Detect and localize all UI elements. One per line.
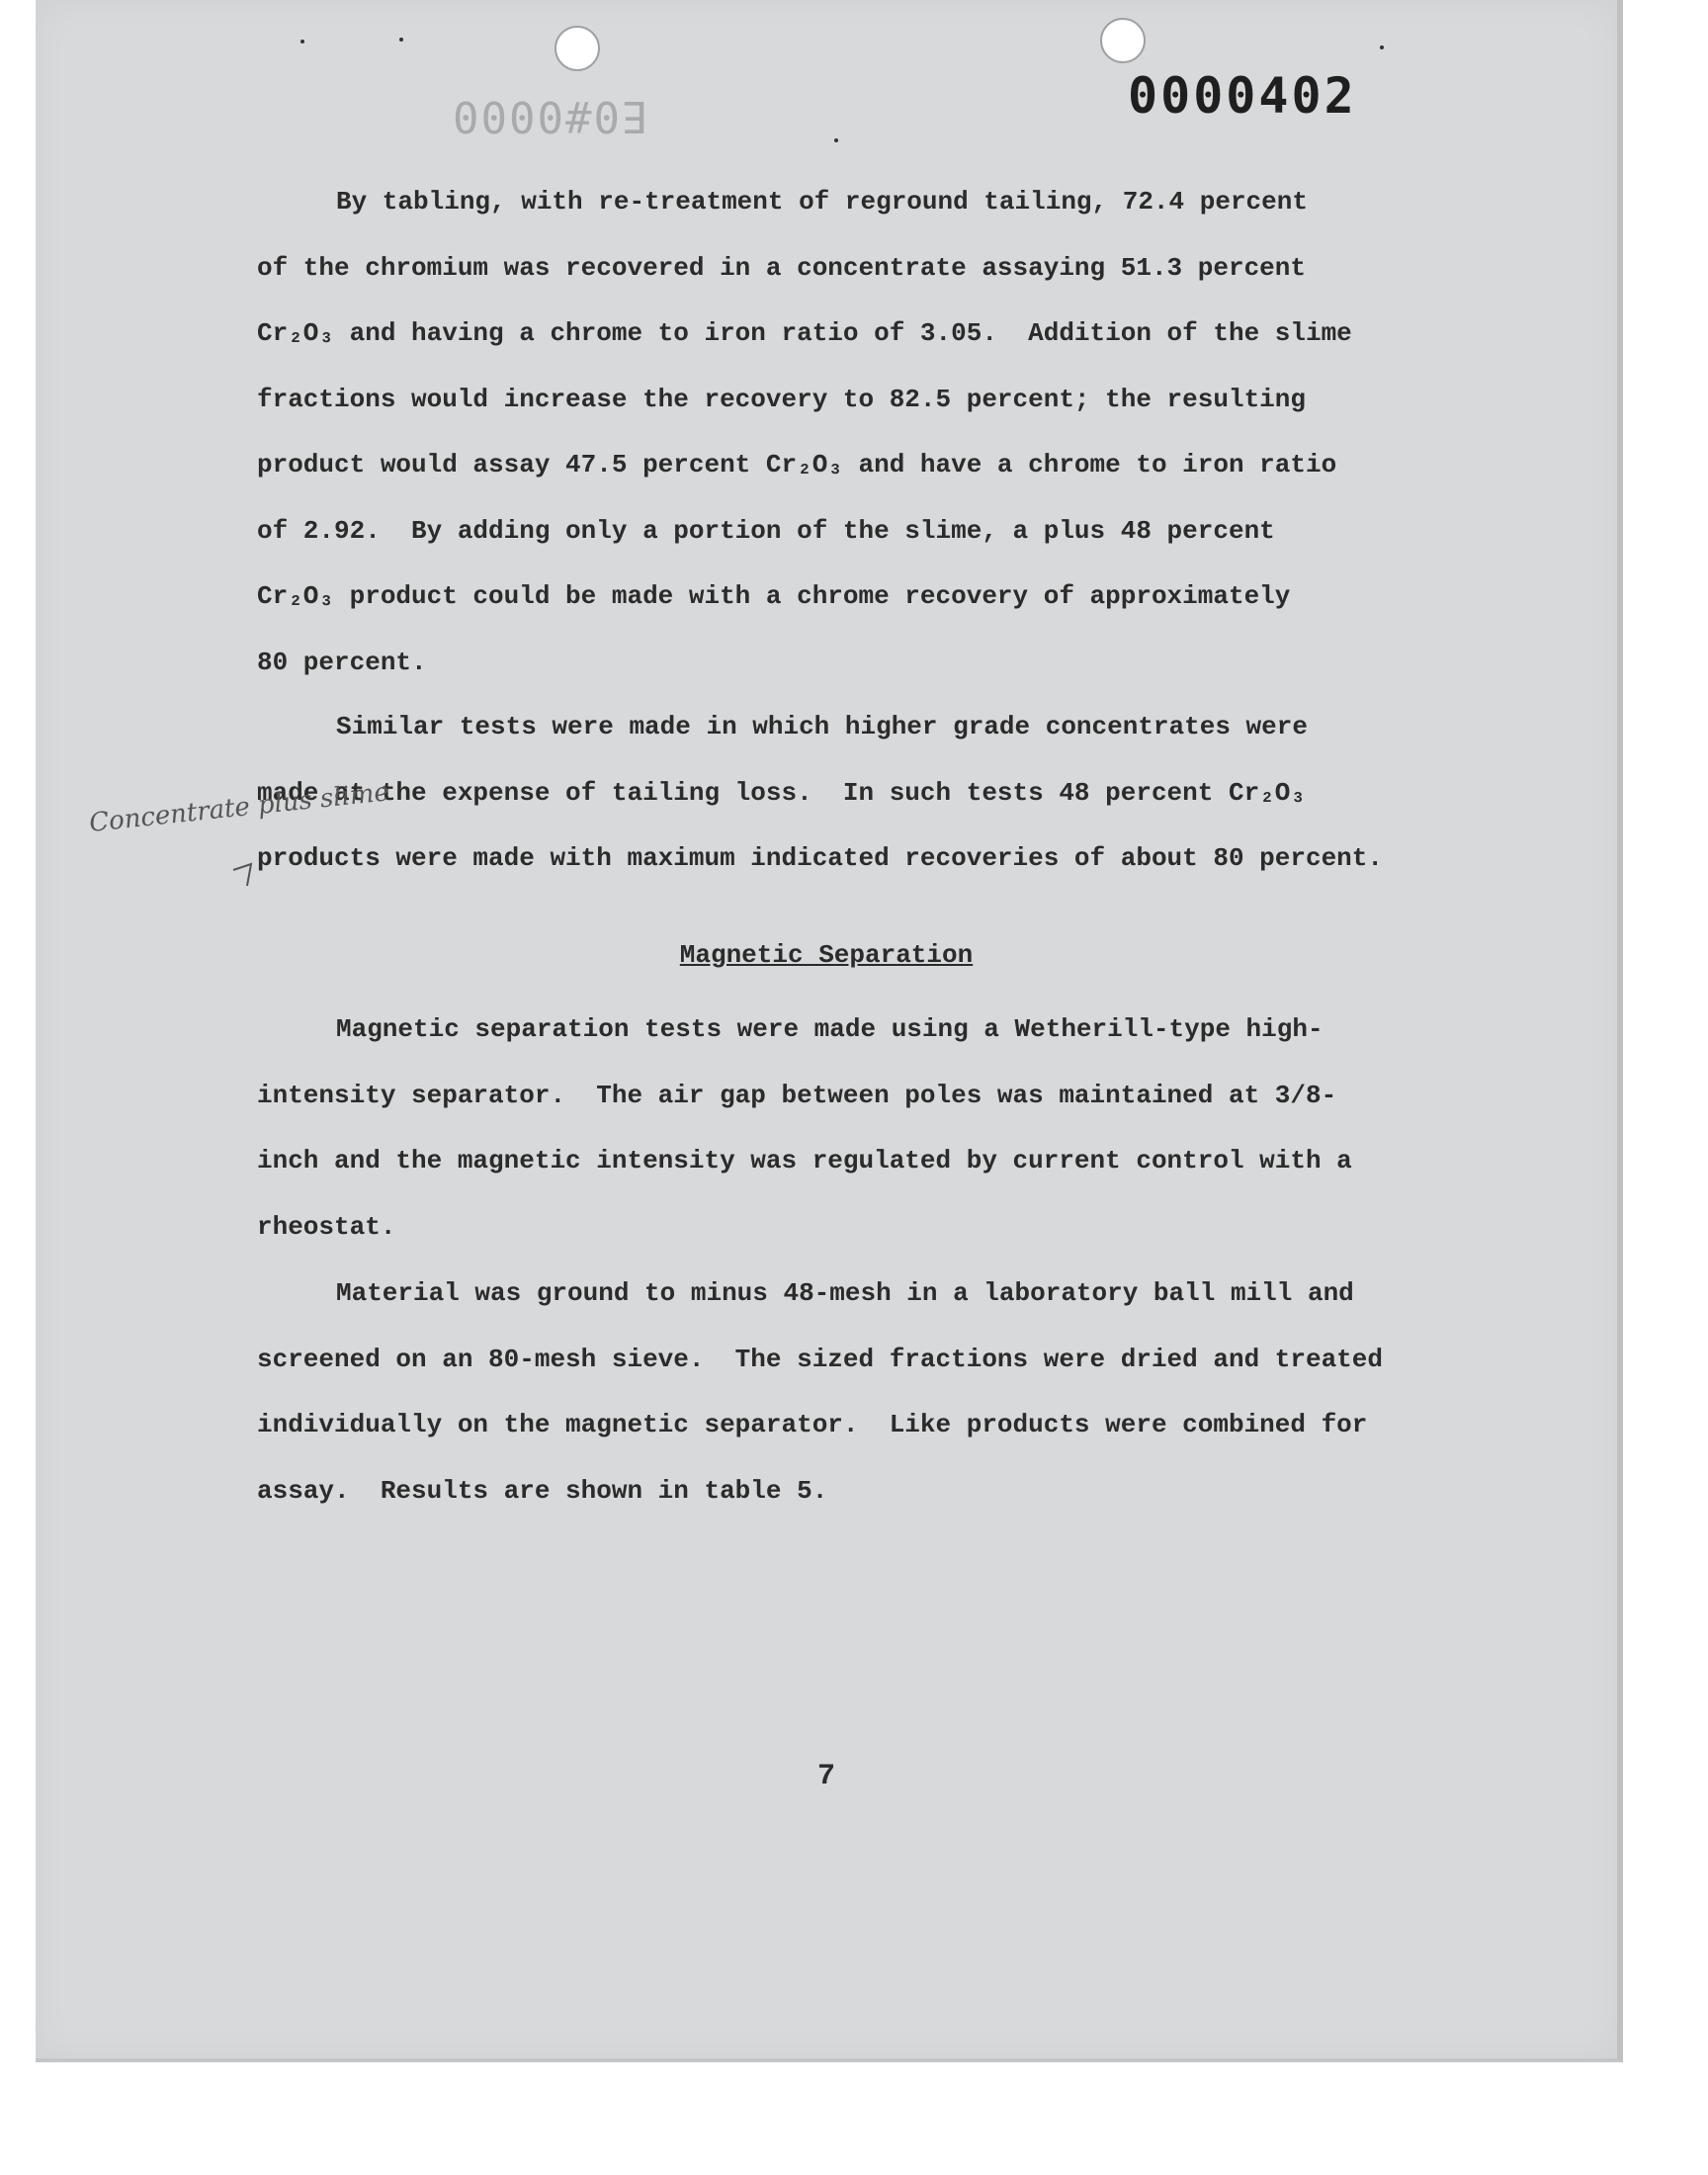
text-line: made at the expense of tailing loss. In such tests 48 percent Cr₂O₃ <box>257 777 1306 808</box>
text-line: of 2.92. By adding only a portion of the slime, a plus 48 percent <box>257 515 1275 546</box>
speck <box>300 40 304 44</box>
faded-stamp: E0#0000 <box>451 91 648 141</box>
handwritten-annotation: Concentrate plus slime <box>87 777 391 838</box>
text-line: 80 percent. <box>257 647 427 677</box>
speck <box>834 138 838 142</box>
text-line: products were made with maximum indicated recoveries of about 80 percent. <box>257 843 1383 873</box>
paragraph-similar-tests <box>257 694 1522 892</box>
text-line: Cr₂O₃ and having a chrome to iron ratio of 3.05. Addition of the slime <box>257 318 1352 348</box>
text-line: of the chromium was recovered in a concentrate assaying 51.3 percent <box>257 252 1306 283</box>
punch-hole <box>555 26 600 71</box>
speck <box>1380 45 1384 49</box>
document-number: 0000402 <box>1128 67 1357 125</box>
text-line: screened on an 80-mesh sieve. The sized fractions were dried and treated <box>257 1344 1383 1374</box>
text-line: By tabling, with re-treatment of reground tailing, 72.4 percent <box>336 187 1308 217</box>
text-line: Magnetic separation tests were made using a Wetherill-type high- <box>336 1014 1324 1044</box>
speck <box>399 38 403 42</box>
paragraph-magnetic-tests <box>257 997 1522 1260</box>
text-line: individually on the magnetic separator. Like products were combined for <box>257 1410 1368 1439</box>
text-line: inch and the magnetic intensity was regulated by current control with a <box>257 1146 1352 1175</box>
text-line: rheostat. <box>257 1211 396 1242</box>
text-line: fractions would increase the recovery to 82.5 percent; the resulting <box>257 384 1306 414</box>
document-page <box>36 0 1623 2062</box>
text-line: intensity separator. The air gap between poles was maintained at 3/8- <box>257 1080 1337 1110</box>
text-line: product would assay 47.5 percent Cr₂O₃ and have a chrome to iron ratio <box>257 450 1337 479</box>
page-number: 7 <box>816 1760 835 1793</box>
section-heading: Magnetic Separation <box>679 940 974 970</box>
punch-hole <box>1100 18 1146 63</box>
text-line: Cr₂O₃ product could be made with a chrome recovery of approximately <box>257 581 1291 611</box>
text-line: assay. Results are shown in table 5. <box>257 1475 828 1506</box>
paragraph-tabling <box>257 169 1522 695</box>
paragraph-material <box>257 1261 1522 1523</box>
text-line: Similar tests were made in which higher grade concentrates were <box>336 712 1308 741</box>
insertion-caret-icon <box>229 858 265 888</box>
text-line: Material was ground to minus 48-mesh in a laboratory ball mill and <box>336 1278 1354 1308</box>
